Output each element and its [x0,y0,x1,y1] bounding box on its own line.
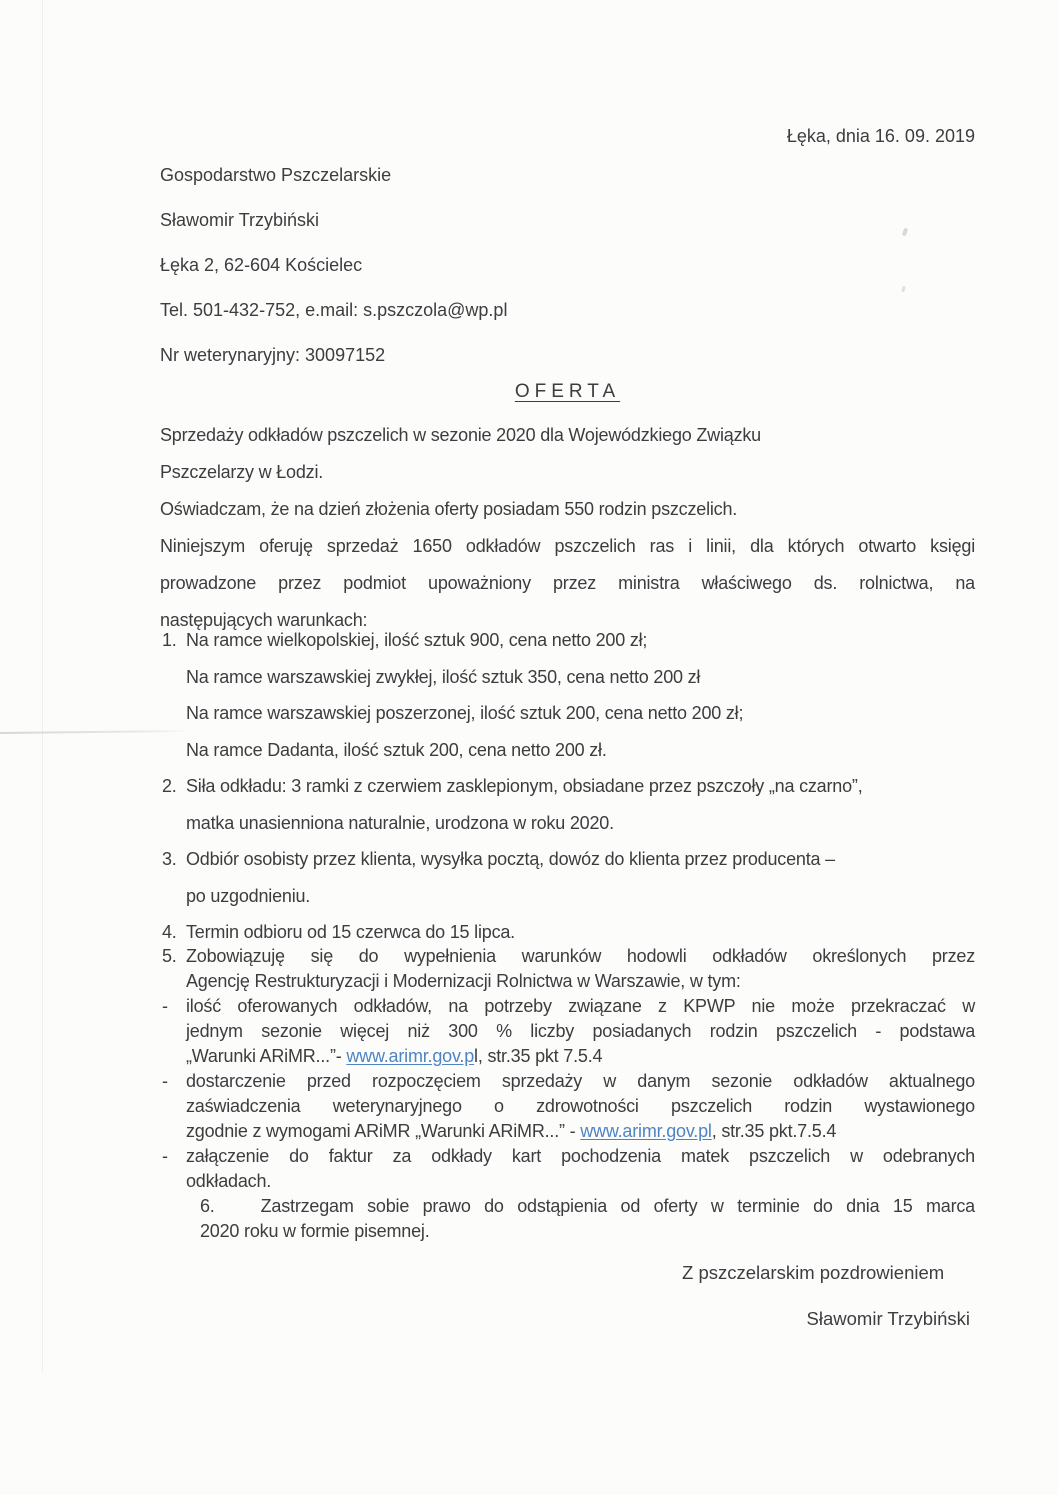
list-number: 3. [162,849,177,869]
sender-line-name: Sławomir Trzybiński [160,210,320,230]
intro-line: Niniejszym oferuję sprzedaż 1650 odkładów pszczelich ras i linii, dla których otwarto księgi [160,536,975,556]
list-item-line: Termin odbioru od 15 czerwca do 15 lipca. [186,922,515,942]
list-items-5-6 [160,944,975,1244]
document-title [160,381,975,403]
list-item-3 [160,841,975,878]
list-item-line: Zastrzegam sobie prawo do odstąpienia od oferty w terminie do dnia 15 marca [260,1196,975,1216]
arimr-link[interactable]: www.arimr.gov.pl [580,1121,712,1141]
list-number: 5. [162,946,177,966]
dash-item-3 [160,1144,975,1169]
list-number: 2. [162,776,177,796]
intro-line: Sprzedaży odkładów pszczelich w sezonie 2020 dla Wojewódzkiego Związku [160,425,761,445]
list-item-6-line: 2020 roku w formie pisemnej. [200,1221,430,1241]
list-item-3-line: po uzgodnieniu. [186,885,311,906]
dash-item-2 [160,1069,975,1094]
intro-line: prowadzone przez podmiot upoważniony przez ministra właściwego ds. rolnictwa, na [160,573,975,593]
arimr-link[interactable]: www.arimr.gov.p [346,1046,475,1066]
document-title-text: OFERTA [514,381,621,402]
dash-marker: - [162,996,168,1016]
date-line: Łęka, dnia 16. 09. 2019 [786,126,975,146]
dash-item-line: załączenie do faktur za odkłady kart pochodzenia matek pszczelich w odebranych [186,1146,975,1166]
dash-item-1-link-line [160,1044,975,1069]
scan-speck [902,228,908,237]
dash-marker: - [162,1071,168,1091]
signature-name: Sławomir Trzybiński [806,1308,970,1329]
intro-line: Oświadczam, że na dzień złożenia oferty posiadam 550 rodzin pszczelich. [160,499,738,519]
numbered-list-items-1-4 [160,622,975,951]
list-number: 4. [162,922,177,942]
scan-speck [901,286,905,293]
list-item-line: Na ramce wielkopolskiej, ilość sztuk 900, cena netto 200 zł; [186,630,648,650]
dash-item-1 [160,994,975,1019]
dash-item-1-line: jednym sezonie więcej niż 300 % liczby posiadanych rodzin pszczelich - podstawa [186,1021,975,1041]
dash-item-line: ilość oferowanych odkładów, na potrzeby związane z KPWP nie może przekraczać w [186,996,975,1016]
list-item-1-line: Na ramce Dadanta, ilość sztuk 200, cena netto 200 zł. [186,739,607,760]
link-line-suffix: l, str.35 pkt 7.5.4 [474,1046,603,1066]
sender-line-company: Gospodarstwo Pszczelarskie [160,165,392,185]
sender-line-contact: Tel. 501-432-752, e.mail: s.pszczola@wp.pl [160,300,508,320]
intro-line: Pszczelarzy w Łodzi. [160,462,324,482]
link-line-prefix: zgodnie z wymogami ARiMR „Warunki ARiMR...” - [186,1121,581,1141]
list-item-2-line: matka unasienniona naturalnie, urodzona w roku 2020. [186,812,614,833]
list-item-1-line: Na ramce warszawskiej poszerzonej, ilość sztuk 200, cena netto 200 zł; [186,703,744,723]
closing-salutation: Z pszczelarskim pozdrowieniem [682,1262,945,1283]
link-line-suffix: , str.35 pkt.7.5.4 [711,1121,837,1141]
sender-block [160,153,507,378]
list-item-line: Odbiór osobisty przez klienta, wysyłka pocztą, dowóz do klienta przez producenta – [186,849,835,869]
intro-paragraphs [160,417,975,639]
list-item-line: Zobowiązuję się do wypełnienia warunków hodowli odkładów określonych przez [186,946,975,966]
list-item-5-line: Agencję Restrukturyzacji i Modernizacji Rolnictwa w Warszawie, w tym: [186,971,741,991]
link-line-prefix: „Warunki ARiMR...”- [186,1046,347,1066]
dash-item-2-link-line [160,1119,975,1144]
dash-item-line: dostarczenie przed rozpoczęciem sprzedaży w danym sezonie odkładów aktualnego [186,1071,975,1091]
list-number: 1. [162,630,177,650]
scan-edge-line [42,0,43,1372]
list-item-5 [160,944,975,969]
list-item-2 [160,768,975,805]
list-number: 6. [200,1196,215,1216]
dash-item-2-line: zaświadczenia weterynaryjnego o zdrowotności pszczelich rodzin wystawionego [186,1096,975,1116]
list-item-6 [160,1194,975,1219]
list-item-1-line: Na ramce warszawskiej zwykłej, ilość sztuk 350, cena netto 200 zł [186,666,701,687]
intro-line: następujących warunkach: [160,610,368,630]
sender-line-address: Łęka 2, 62-604 Kościelec [160,255,363,275]
list-item-1 [160,622,975,659]
sender-line-vet-number: Nr weterynaryjny: 30097152 [160,345,386,365]
list-item-line: Siła odkładu: 3 ramki z czerwiem zasklepionym, obsiadane przez pszczoły „na czarno”, [186,776,863,796]
dash-marker: - [162,1146,168,1166]
dash-item-3-line: odkładach. [186,1171,272,1191]
